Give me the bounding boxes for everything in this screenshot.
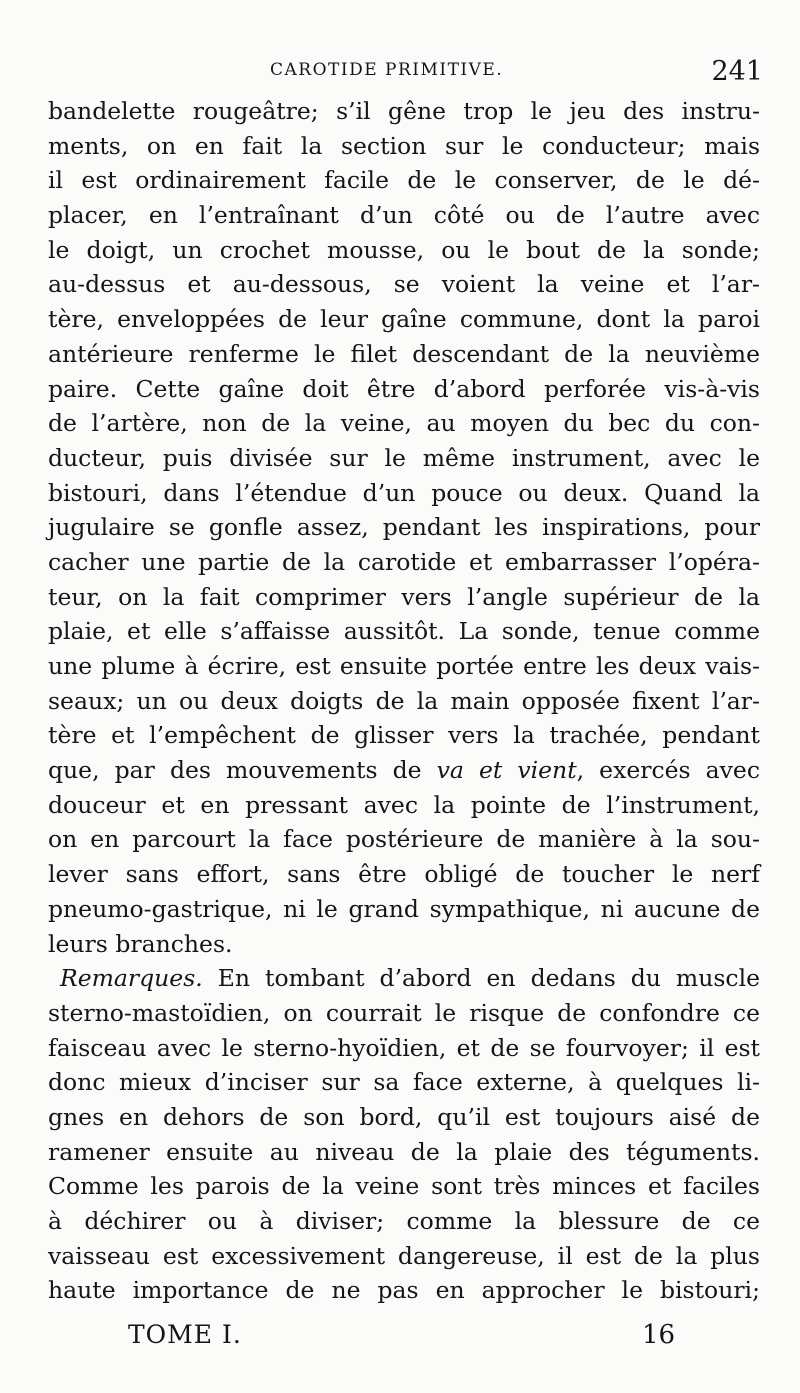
paragraph-remarks — [48, 961, 760, 1308]
signature-mark: 16 — [642, 1320, 676, 1350]
page-number: 241 — [711, 56, 763, 87]
text-line: tère et l’empêchent de glisser vers la trachée, pendant — [48, 721, 760, 750]
text-line: sterno-mastoïdien, on courrait le risque de confondre ce — [48, 998, 760, 1027]
text-line: plaie, et elle s’affaisse aussitôt. La sonde, tenue comme — [48, 617, 760, 646]
running-head — [48, 56, 763, 90]
text-line: à déchirer ou à diviser; comme la blessure de ce — [48, 1207, 760, 1235]
text-line: gnes en dehors de son bord, qu’il est toujours aisé de — [48, 1102, 760, 1131]
text-line: antérieure renferme le filet descendant de la neuvième — [48, 339, 760, 368]
text-line: faisceau avec le sterno-hyoïdien, et de se fourvoyer; il est — [48, 1033, 760, 1062]
text-line: haute importance de ne pas en approcher le bistouri; — [48, 1276, 760, 1305]
running-title: CAROTIDE PRIMITIVE. — [270, 60, 504, 80]
text-line: le doigt, un crochet mousse, ou le bout de la sonde; — [48, 235, 760, 264]
text-line: de l’artère, non de la veine, au moyen du bec du con- — [48, 409, 760, 438]
text-line — [48, 753, 760, 788]
text-line: bandelette rougeâtre; s’il gêne trop le jeu des instru- — [48, 97, 760, 125]
text-line: il est ordinairement facile de le conserver, de le dé- — [48, 166, 760, 195]
text-line: placer, en l’entraînant d’un côté ou de l’autre avec — [48, 201, 760, 230]
italic-phrase: va et vient — [436, 756, 577, 785]
text-line: on en parcourt la face postérieure de manière à la sou- — [48, 825, 760, 854]
text-line: tère, enveloppées de leur gaîne commune, dont la paroi — [48, 305, 760, 334]
text-line: ramener ensuite au niveau de la plaie des téguments. — [48, 1137, 760, 1166]
text-line: ments, on en fait la section sur le conducteur; mais — [48, 131, 760, 160]
text-line: jugulaire se gonfle assez, pendant les inspirations, pour — [48, 513, 760, 542]
body-text — [48, 94, 760, 1308]
text-line: donc mieux d’inciser sur sa face externe, à quelques li- — [48, 1068, 760, 1097]
remarks-label: Remarques. — [60, 964, 203, 993]
volume-label: TOME I. — [128, 1320, 242, 1349]
text-line: seaux; un ou deux doigts de la main opposée fixent l’ar- — [48, 686, 760, 715]
text-line: pneumo-gastrique, ni le grand sympathique, ni aucune de — [48, 894, 760, 923]
paragraph-continued — [48, 94, 760, 961]
text-line: Comme les parois de la veine sont très minces et faciles — [48, 1172, 760, 1201]
text-run: En tombant d’abord en dedans du muscle — [202, 964, 760, 993]
text-run: que, par des mouvements de — [48, 756, 437, 785]
text-line: ducteur, puis divisée sur le même instrument, avec le — [48, 443, 760, 472]
text-line: bistouri, dans l’étendue d’un pouce ou deux. Quand la — [48, 478, 760, 507]
text-line: vaisseau est excessivement dangereuse, il est de la plus — [48, 1241, 760, 1270]
text-line: douceur et en pressant avec la pointe de l’instrument, — [48, 790, 760, 819]
page-footer — [48, 1320, 760, 1360]
text-run: , exercés avec — [576, 756, 760, 785]
text-line: teur, on la fait comprimer vers l’angle supérieur de la — [48, 582, 760, 611]
text-line — [48, 961, 760, 996]
text-line: paire. Cette gaîne doit être d’abord perforée vis-à-vis — [48, 374, 760, 403]
text-line: leurs branches. — [48, 929, 233, 958]
text-line: une plume à écrire, est ensuite portée entre les deux vais- — [48, 652, 760, 680]
text-line: au-dessus et au-dessous, se voient la veine et l’ar- — [48, 270, 760, 299]
text-line: lever sans effort, sans être obligé de toucher le nerf — [48, 860, 760, 889]
text-line: cacher une partie de la carotide et embarrasser l’opéra- — [48, 547, 760, 576]
